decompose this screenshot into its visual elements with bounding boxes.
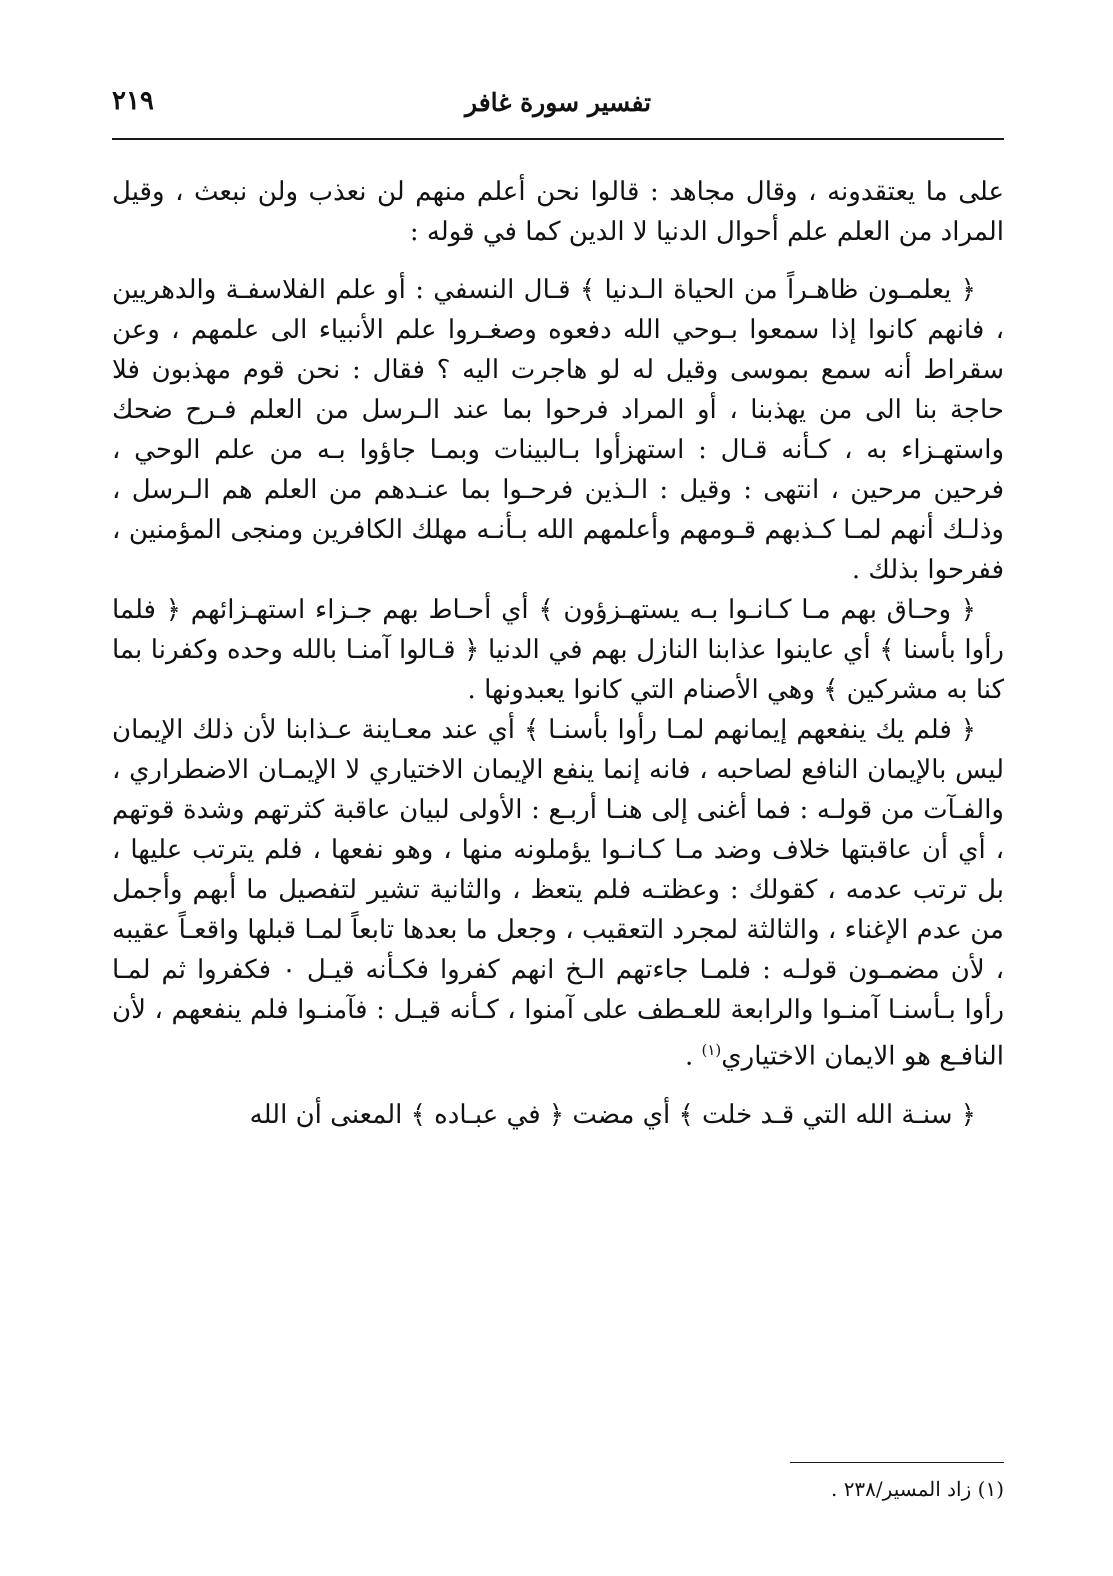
paragraph-3: ﴿ وحـاق بهم مـا كـانـوا بـه يستهـزؤون ﴾ أي أحـاط بهم جـزاء استهـزائهم ﴿ فلما رأوا بأسنا ﴾ أي عاينوا عذابنا النازل بهم في الدنيا ﴿ قـالوا آمنـا بالله وحده وكفرنا بما كنا به مشركين ﴾ وهي الأصنام التي كانوا يعبدونها .: [112, 595, 1004, 705]
page-body: [112, 172, 1004, 1135]
page-number: ٢١٩: [112, 86, 154, 116]
paragraph-5: ﴿ سنـة الله التي قـد خلت ﴾ أي مضت ﴿ في عبـاده ﴾ المعنى أن الله: [249, 1099, 976, 1130]
footnote-reference: (١): [701, 1041, 722, 1059]
paragraph-4-end: .: [684, 1041, 702, 1072]
paragraph-4-text: ﴿ فلم يك ينفعهم إيمانهم لمـا رأوا بأسنـا ﴾ أي عند معـاينة عـذابنا لأن ذلك الإيمان ليس بالإيمان النافع لصاحبه ، فانه إنما ينفع الإيمان الاختياري لا الإيمـان الاضطراري ، والفـآت من قولـه : فما أغنى إلى هنـا أربـع : الأولى لبيان عاقبة كثرتهم وشدة قوتهم ، أي أن عاقبتها خلاف وضد مـا كـانـوا يؤملونه منها ، وهو نفعها ، فلم يترتب عليها ، بل ترتب عدمه ، كقولك : وعظتـه فلم يتعظ ، والثانية تشير لتفصيل ما أبهم وأجمل من عدم الإغناء ، والثالثة لمجرد التعقيب ، وجعل ما بعدها تابعاً لمـا قبلها واقعـاً عقيبه ، لأن مضمـون قولـه : فلمـا جاءتهم الـخ انهم كفروا فكـأنه قيـل ٠ فكفروا ثم لمـا رأوا بـأسنـا آمنـوا والرابعة للعـطف على آمنوا ، كـأنه قيـل : فآمنـوا فلم ينفعهم ، لأن النافـع هو الايمان الاختياري: [112, 715, 1005, 1072]
paragraph-4: [112, 710, 1004, 1077]
footnote-divider: [790, 1462, 1004, 1463]
paragraph-1: على ما يعتقدونه ، وقال مجاهد : قالوا نحن أعلم منهم لن نعذب ولن نبعث ، وقيل المراد من العلم علم أحوال الدنيا لا الدين كما في قوله :: [112, 177, 1004, 247]
page-header: [112, 82, 1004, 140]
paragraph-2: ﴿ يعلمـون ظاهـراً من الحياة الـدنيا ﴾ قـال النسفي : أو علم الفلاسفـة والدهريين ، فانهم كانوا إذا سمعوا بـوحي الله دفعوه وصغـروا علم الأنبياء الى علمهم ، وعن سقراط أنه سمع بموسى وقيل له لو هاجرت اليه ؟ فقال : نحن قوم مهذبون فلا حاجة بنا الى من يهذبنا ، أو المراد فرحوا بما عند الـرسل من العلم فـرح ضحك واستهـزاء به ، كـأنه قـال : استهزأوا بـالبينات وبمـا جاؤوا بـه من علم الوحي ، فرحين مرحين ، انتهى : وقيل : الـذين فرحـوا بما عنـدهم من العلم هم الـرسل ، وذلـك أنهم لمـا كـذبهم قـومهم وأعلمهم الله بـأنـه مهلك الكافرين ومنجى المؤمنين ، ففرحوا بذلك .: [112, 275, 1004, 585]
running-title: تفسير سورة غافر: [464, 88, 652, 117]
footnote: (١) زاد المسير/٢٣٨ .: [830, 1477, 1004, 1501]
